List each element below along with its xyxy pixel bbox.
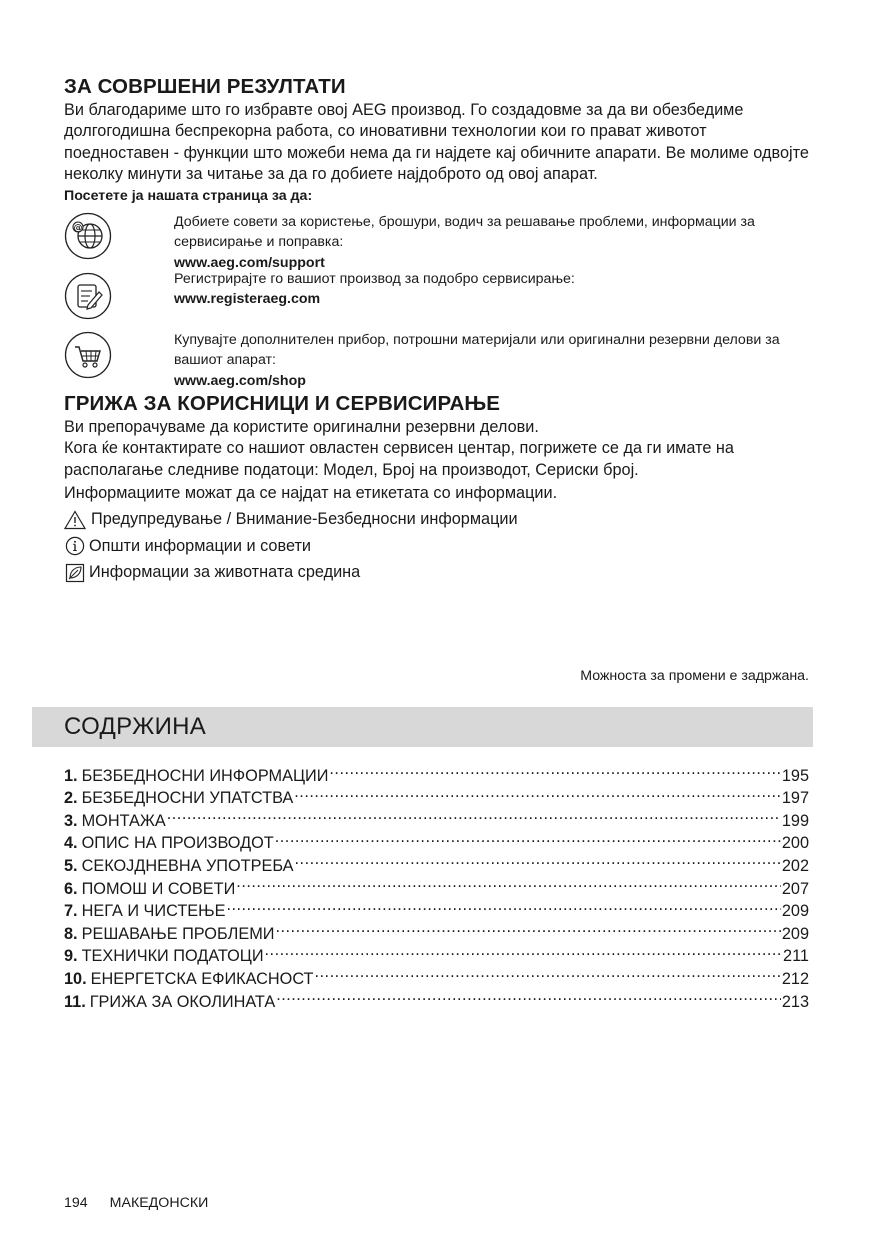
toc-page: 202 (781, 856, 809, 875)
toc-page: 209 (781, 902, 809, 921)
shop-link[interactable]: www.aeg.com/shop (174, 372, 306, 389)
visit-list (64, 206, 813, 389)
toc-item[interactable]: 11. ГРИЖА ЗА ОКОЛИНАТА ..... 213 (64, 984, 809, 1007)
info-circle-icon (64, 536, 84, 556)
register-note-icon (64, 272, 112, 320)
footer-language: МАКЕДОНСКИ (109, 1195, 209, 1211)
visit-heading: Посетете ја нашата страница за да: (64, 188, 313, 205)
legend-environment (64, 559, 813, 586)
legend-info-text: Општи информации и совети (89, 536, 312, 555)
toc-page: 212 (781, 969, 809, 988)
svg-text:@: @ (73, 223, 83, 234)
toc-item[interactable]: 4. ОПИС НА ПРОИЗВОДОТ ..... 200 (64, 826, 809, 849)
globe-at-icon (64, 212, 112, 260)
care-title: ГРИЖА ЗА КОРИСНИЦИ И СЕРВИСИРАЊЕ (64, 392, 501, 416)
intro-title: ЗА СОВРШЕНИ РЕЗУЛТАТИ (64, 75, 346, 98)
toc-item[interactable]: 10. ЕНЕРГЕТСКА ЕФИКАСНОСТ ..... 212 (64, 961, 809, 984)
toc-item[interactable]: 3. МОНТАЖА ..... 199 (64, 803, 809, 826)
visit-text-register: Регистрирајте го вашиот производ за подобро сервисирање: www.registeraeg.com (174, 269, 814, 309)
care-line-3: Информациите можат да се најдат на етикетата со информации. (64, 484, 558, 503)
page-footer (64, 1195, 208, 1211)
toc-item[interactable]: 5. СЕКОЈДНЕВНА УПОТРЕБА ..... 202 (64, 848, 809, 871)
legend-info (64, 533, 813, 560)
toc-item[interactable]: 9. ТЕХНИЧКИ ПОДАТОЦИ ..... 211 (64, 939, 809, 962)
toc-page: 199 (781, 811, 809, 830)
page-number: 194 (64, 1195, 88, 1211)
toc-header-bar (32, 707, 813, 747)
legend-warning (64, 506, 813, 533)
toc-page: 213 (781, 992, 809, 1011)
legend-environment-text: Информации за животната средина (89, 563, 361, 582)
care-line-2: Кога ќе контактирате со нашиот овластен сервисен центар, погрижете се да ги имате на располагање следниве податоци: Модел, Број на производот, Сериски број. (64, 439, 734, 479)
shopping-cart-icon (64, 331, 112, 379)
toc-item[interactable]: 6. ПОМОШ И СОВЕТИ ..... 207 (64, 871, 809, 894)
warning-triangle-icon (64, 510, 86, 530)
support-link[interactable]: www.aeg.com/support (174, 254, 325, 271)
toc-page: 200 (781, 834, 809, 853)
symbol-legend (64, 506, 813, 586)
toc-page: 195 (781, 766, 809, 785)
toc-title: СОДРЖИНА (64, 713, 207, 740)
register-link[interactable]: www.registeraeg.com (174, 291, 321, 308)
toc-item[interactable]: 2. БЕЗБЕДНОСНИ УПАТСТВА ..... 197 (64, 781, 809, 804)
toc-page: 207 (781, 879, 809, 898)
toc-item[interactable]: 7. НЕГА И ЧИСТЕЊЕ ..... 209 (64, 894, 809, 917)
toc-page: 209 (781, 924, 809, 943)
toc-item[interactable]: 8. РЕШАВАЊЕ ПРОБЛЕМИ ..... 209 (64, 916, 809, 939)
table-of-contents (64, 758, 809, 1011)
legend-warning-text: Предупредување / Внимание-Безбедносни информации (91, 510, 518, 529)
toc-page: 211 (783, 947, 809, 966)
page-content (64, 74, 813, 684)
leaf-environment-icon (64, 563, 84, 583)
visit-text-support: Добиете совети за користење, брошури, водич за решавање проблеми, информации за сервисирање и поправка: www.aeg.com/support (174, 212, 814, 273)
toc-item[interactable]: 1. БЕЗБЕДНОСНИ ИНФОРМАЦИИ ..... 195 (64, 758, 809, 781)
toc-page: 197 (781, 789, 809, 808)
care-line-1: Ви препорачуваме да користите оригинални резервни делови. (64, 418, 539, 437)
intro-body: Ви благодариме што го избравте овој AEG производ. Го создадовме за да ви обезбедиме долгогодишна беспрекорна работа, со иновативни технологии кои го прават животот поедноставен - функции што можеби нема да ги најдете кај обичните апарати. Ве молиме одвојте неколку минути за читање за да го добиете најдоброто од овој апарат. (64, 101, 809, 183)
visit-text-shop: Купувајте дополнителен прибор, потрошни материјали или оригинални резервни делови за вашиот апарат: www.aeg.com/shop (174, 330, 814, 391)
change-notice: Можноста за промени е задржана. (580, 668, 809, 684)
